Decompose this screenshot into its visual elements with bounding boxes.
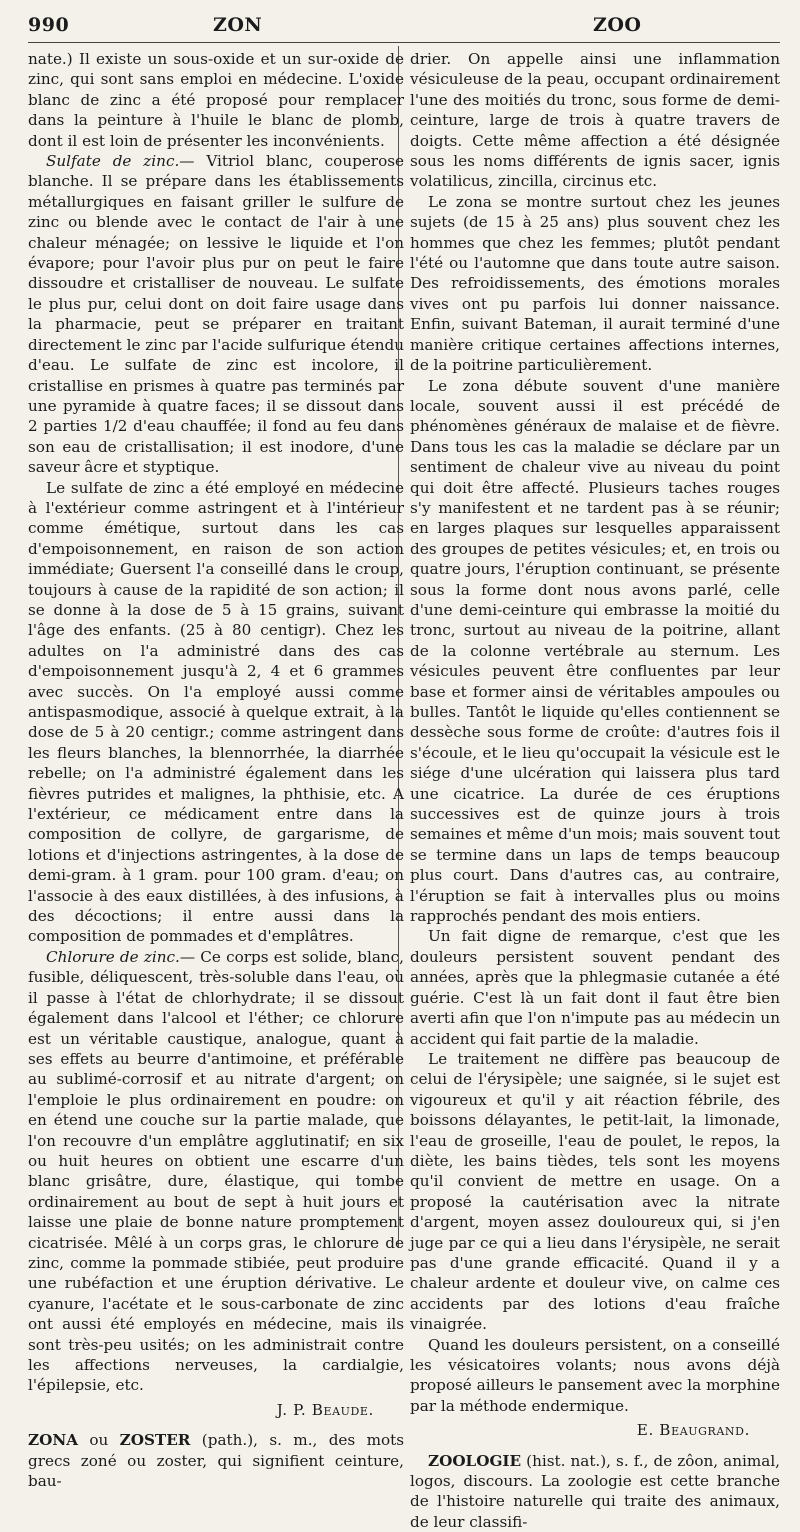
entry-text: (hist. nat.), s. f., de zôon, animal, logos, discours. La zoologie est cette branche de l'histoire naturelle qui traite des animaux, de leur classifi- — [410, 1451, 781, 1531]
page-number: 990 — [28, 14, 70, 36]
paragraph-sulfate — [28, 151, 404, 478]
entry-zona — [28, 1430, 404, 1491]
entry-headword-alt: ZOSTER — [119, 1431, 191, 1450]
paragraph: nate.) Il existe un sous-oxide et un sur-oxide de zinc, qui sont sans emploi en médecine. L'oxide blanc de zinc a été proposé pour remplacer dans la peinture à l'huile le blanc de plomb, dont il est loin de présenter les inconvénients. — [28, 50, 404, 150]
paragraph-chlorure — [28, 947, 404, 1396]
paragraph: Le traitement ne diffère pas beaucoup de celui de l'érysipèle; une saignée, si le sujet est vigoureux et qu'il y ait réaction fébrile, des boissons délayantes, le petit-lait, la limonade, l'eau de groseille, l'eau de poulet, le repos, la diète, les bains tièdes, tels sont les moyens qu'il convient de mettre en usage. On a proposé la cautérisation avec la nitrate d'argent, moyen assez douloureux qui, si j'en juge par ce qui a lieu dans l'érysipèle, ne serait pas d'une grande efficacité. Quand il y a chaleur ardente et douleur vive, on calme ces accidents par des lotions d'eau fraîche vinaigrée. — [410, 1049, 780, 1334]
entry-text: (path.), s. m., des mots grecs zoné ou zoster, qui signifient ceinture, bau- — [28, 1431, 405, 1491]
paragraph: drier. On appelle ainsi une inflammation vésiculeuse de la peau, occupant ordinairement l'une des moitiés du tronc, sous forme de demi-ceinture, large de trois à quatre travers de doigts. Cette même affection a été désignée sous les noms différents de ignis sacer, ignis volatilicus, zincilla, circinus etc. — [410, 50, 780, 191]
paragraph: Un fait digne de remarque, c'est que les douleurs persistent souvent pendant des années, après que la phlegmasie cutanée a été guérie. C'est là un fait dont il faut être bien averti afin que l'on n'impute pas au médecin un accident qui fait partie de la maladie. — [410, 927, 780, 1048]
paragraph: Le zona se montre surtout chez les jeunes sujets (de 15 à 25 ans) plus souvent chez les hommes que chez les femmes; plutôt pendant l'été ou l'automne que dans toute autre saison. Des refroidissements, des émotions morales vives ont pu parfois lui donner naissance. Enfin, suivant Bateman, il aurait terminé d'une manière critique certaines affections internes, de la poitrine particulièrement. — [410, 192, 780, 375]
author-signature: E. Beaugrand. — [636, 1421, 750, 1440]
right-column — [410, 49, 780, 1532]
paragraph-text: — Ce corps est solide, blanc, fusible, déliquescent, très-soluble dans l'eau, où il passe à l'état de chlorhydrate; il se dissout également dans l'alcool et l'éther; ce chlorure est un véritable caustique, analogue, quant à ses effets au beurre d'antimoine, et préférable au sublimé-corrosif et au nitrate d'argent; on l'emploie le plus ordinairement en poudre: on en étend une couche sur la partie malade, que l'on recouvre d'un emplâtre agglutinatif; en six ou huit heures on obtient une escarre d'un blanc grisâtre, dure, élastique, qui tombe ordinairement au bout de sept à huit jours et laisse une plaie de bonne nature promptement cicatrisée. Mêlé à un corps gras, le chlorure de zinc, comme la pommade stibiée, peut produire une rubéfaction et une éruption dérivative. Le cyanure, l'acétate et le sous-carbonate de zinc ont aussi été employés en médecine, mais ils sont très-peu usités; on les administrait contre les affections nerveuses, la cardialgie, l'épilepsie, etc. — [28, 947, 404, 1395]
left-column — [28, 49, 404, 1491]
entry-headword: ZONA — [28, 1431, 78, 1450]
entry-zoologie — [410, 1451, 780, 1532]
running-head-left: ZON — [213, 14, 263, 36]
paragraph: Quand les douleurs persistent, on a conseillé les vésicatoires volants; nous avons déjà proposé ailleurs le pansement avec la morphine par la méthode endermique. — [410, 1335, 780, 1415]
author-signature: J. P. Beaude. — [276, 1400, 374, 1419]
entry-headword: ZOOLOGIE — [428, 1451, 522, 1470]
page-header — [28, 14, 780, 42]
paragraph-text: — Vitriol blanc, couperose blanche. Il se prépare dans les établissements métallurgiques en faisant griller le sulfure de zinc ou blende avec le contact de l'air à une chaleur ménagée; on lessive le liquide et l'on évapore; pour l'avoir plus pur on peut le faire dissoudre et cristalliser de nouveau. Le sulfate le plus pur, celui dont on doit faire usage dans la pharmacie, peut se préparer en traitant directement le zinc par l'acide sulfurique étendu d'eau. Le sulfate de zinc est incolore, il cristallise en prismes à quatre pas terminés par une pyramide à quatre faces; il se dissout dans 2 parties 1/2 d'eau chauffée; il fond au feu dans son eau de cristallisation; il est inodore, d'une saveur âcre et styptique. — [28, 152, 404, 477]
running-head-right: ZOO — [593, 14, 642, 36]
subsection-title: Chlorure de zinc. — [46, 947, 180, 966]
header-rule — [28, 42, 780, 43]
subsection-title: Sulfate de zinc. — [46, 152, 180, 171]
paragraph: Le sulfate de zinc a été employé en médecine à l'extérieur comme astringent et à l'intérieur comme émétique, surtout dans les cas d'empoisonnement, en raison de son action immédiate; Guersent l'a conseillé dans le croup, toujours à cause de la rapidité de son action; il se donne à la dose de 5 à 15 grains, suivant l'âge des enfants. (25 à 80 centigr). Chez les adultes on l'a administré dans des cas d'empoisonnement jusqu'à 2, 4 et 6 grammes avec succès. On l'a employé aussi comme antispasmodique, associé à quelque extrait, à la dose de 5 à 20 centigr.; comme astringent dans les fleurs blanches, la blennorrhée, la diarrhée rebelle; on l'a administré également dans les fièvres putrides et malignes, la phthisie, etc. A l'extérieur, ce médicament entre dans la composition de collyre, de gargarisme, de lotions et d'injections astringentes, à la dose de demi-gram. à 1 gram. pour 100 gram. d'eau; on l'associe à des eaux distillées, à des infusions, à des décoctions; il entre aussi dans la composition de pommades et d'emplâtres. — [28, 478, 404, 946]
paragraph: Le zona débute souvent d'une manière locale, souvent aussi il est précédé de phénomènes généraux de malaise et de fièvre. Dans tous les cas la maladie se déclare par un sentiment de chaleur vive au niveau du point qui doit être affecté. Plusieurs taches rouges s'y manifestent et ne tardent pas à se réunir; en larges plaques sur lesquelles apparaissent des groupes de petites vésicules; et, en trois ou quatre jours, l'éruption continuant, se présente sous la forme dont nous avons parlé, celle d'une demi-ceinture qui embrasse la moitié du tronc, surtout au niveau de la poitrine, allant de la colonne vertébrale au sternum. Les vésicules peuvent être confluentes par leur base et former ainsi de véritables ampoules ou bulles. Tantôt le liquide qu'elles contiennent se dessèche sous forme de croûte: d'autres fois il s'écoule, et le lieu qu'occupait la vésicule est le siége d'une ulcération qui laissera plus tard une cicatrice. La durée de ces éruptions successives est de quinze jours à trois semaines et même d'un mois; mais souvent tout se termine dans un laps de temps beaucoup plus court. Dans d'autres cas, au contraire, l'éruption se fait à intervalles plus ou moins rapprochés pendant des mois entiers. — [410, 376, 780, 926]
entry-conjunction: ou — [89, 1431, 109, 1450]
